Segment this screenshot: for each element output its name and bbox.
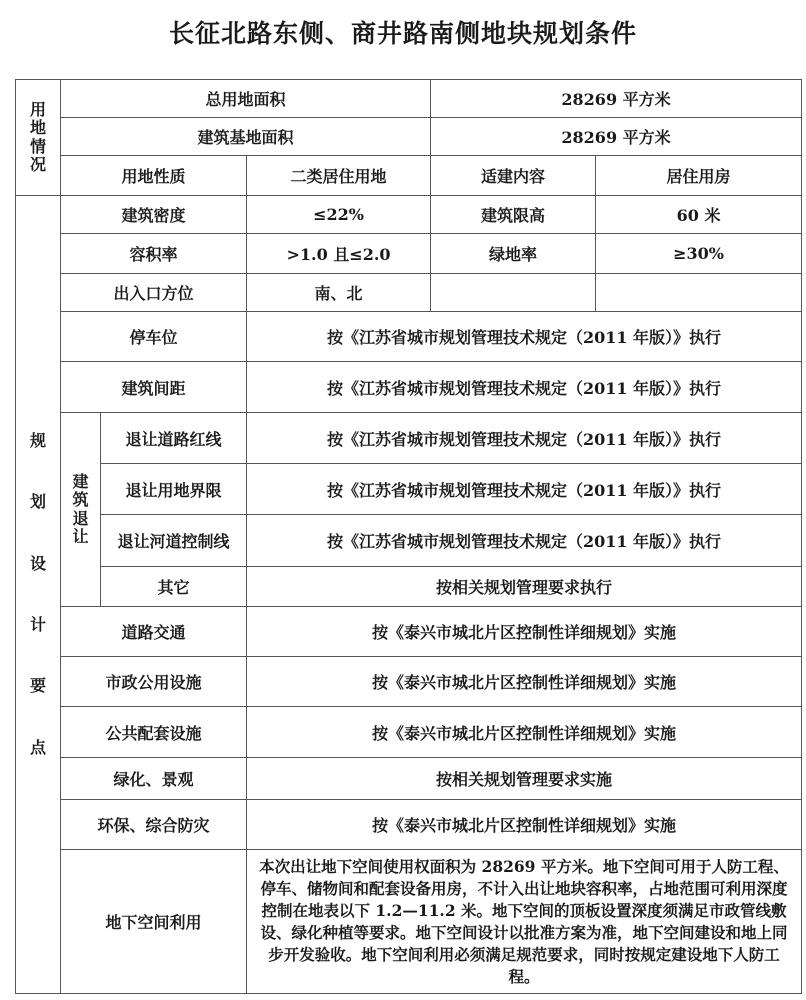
far-value: >1.0 且≤2.0 [247, 234, 431, 274]
table-row [16, 156, 802, 196]
road-setback-label: 退让道路红线 [101, 413, 247, 464]
table-row [16, 118, 802, 156]
entry-value: 南、北 [247, 274, 431, 312]
landscape-value: 按相关规划管理要求实施 [247, 758, 802, 800]
base-area-value: 28269 平方米 [431, 118, 802, 156]
table-row [16, 707, 802, 758]
table-row [16, 850, 802, 994]
underground-label: 地下空间利用 [61, 850, 247, 994]
land-nature-label: 用地性质 [61, 156, 247, 196]
other-label: 其它 [101, 567, 247, 607]
parking-value: 按《江苏省城市规划管理技术规定（2011 年版）》执行 [247, 312, 802, 362]
traffic-value: 按《泰兴市城北片区控制性详细规划》实施 [247, 607, 802, 657]
spacing-value: 按《江苏省城市规划管理技术规定（2011 年版）》执行 [247, 362, 802, 413]
build-content-value: 居住用房 [596, 156, 802, 196]
spacing-label: 建筑间距 [61, 362, 247, 413]
density-label: 建筑密度 [61, 196, 247, 234]
table-row [16, 607, 802, 657]
section-planning-points: 规 划 设 计 要 点 [16, 196, 61, 994]
table-row [16, 515, 802, 567]
table-row [16, 800, 802, 850]
landscape-label: 绿化、景观 [61, 758, 247, 800]
traffic-label: 道路交通 [61, 607, 247, 657]
parking-label: 停车位 [61, 312, 247, 362]
municipal-value: 按《泰兴市城北片区控制性详细规划》实施 [247, 657, 802, 707]
far-label: 容积率 [61, 234, 247, 274]
empty-cell [431, 274, 596, 312]
table-row [16, 274, 802, 312]
table-row [16, 567, 802, 607]
table-row [16, 362, 802, 413]
boundary-setback-label: 退让用地界限 [101, 464, 247, 515]
land-nature-value: 二类居住用地 [247, 156, 431, 196]
table-row [16, 464, 802, 515]
height-label: 建筑限高 [431, 196, 596, 234]
env-label: 环保、综合防灾 [61, 800, 247, 850]
boundary-setback-value: 按《江苏省城市规划管理技术规定（2011 年版）》执行 [247, 464, 802, 515]
total-area-value: 28269 平方米 [431, 80, 802, 118]
river-setback-label: 退让河道控制线 [101, 515, 247, 567]
table-row [16, 413, 802, 464]
density-value: ≤22% [247, 196, 431, 234]
river-setback-value: 按《江苏省城市规划管理技术规定（2011 年版）》执行 [247, 515, 802, 567]
green-value: ≥30% [596, 234, 802, 274]
public-value: 按《泰兴市城北片区控制性详细规划》实施 [247, 707, 802, 758]
road-setback-value: 按《江苏省城市规划管理技术规定（2011 年版）》执行 [247, 413, 802, 464]
table-row [16, 80, 802, 118]
base-area-label: 建筑基地面积 [61, 118, 431, 156]
section-setback: 建 筑 退 让 [61, 413, 101, 607]
table-row [16, 758, 802, 800]
green-label: 绿地率 [431, 234, 596, 274]
document-title: 长征北路东侧、商井路南侧地块规划条件 [168, 19, 637, 48]
planning-conditions-table [15, 79, 802, 994]
section-land-info: 用 地 情 况 [16, 80, 61, 196]
table-row [16, 657, 802, 707]
public-label: 公共配套设施 [61, 707, 247, 758]
municipal-label: 市政公用设施 [61, 657, 247, 707]
table-row [16, 196, 802, 234]
empty-cell [596, 274, 802, 312]
other-value: 按相关规划管理要求执行 [247, 567, 802, 607]
underground-value: 本次出让地下空间使用权面积为 28269 平方米。地下空间可用于人防工程、停车、储物间和配套设备用房，不计入出让地块容积率，占地范围可利用深度控制在地表以下 1.2—11.2 米。地下空间的顶板设置深度须满足市政管线敷设、绿化种植等要求。地下空间设计以批准方案为准，地下空间建设和地上同步开发验收。地下空间利用必须满足规范要求，同时按规定建设地下人防工程。 [247, 850, 802, 994]
table-row [16, 234, 802, 274]
env-value: 按《泰兴市城北片区控制性详细规划》实施 [247, 800, 802, 850]
table-row [16, 312, 802, 362]
entry-label: 出入口方位 [61, 274, 247, 312]
total-area-label: 总用地面积 [61, 80, 431, 118]
build-content-label: 适建内容 [431, 156, 596, 196]
height-value: 60 米 [596, 196, 802, 234]
